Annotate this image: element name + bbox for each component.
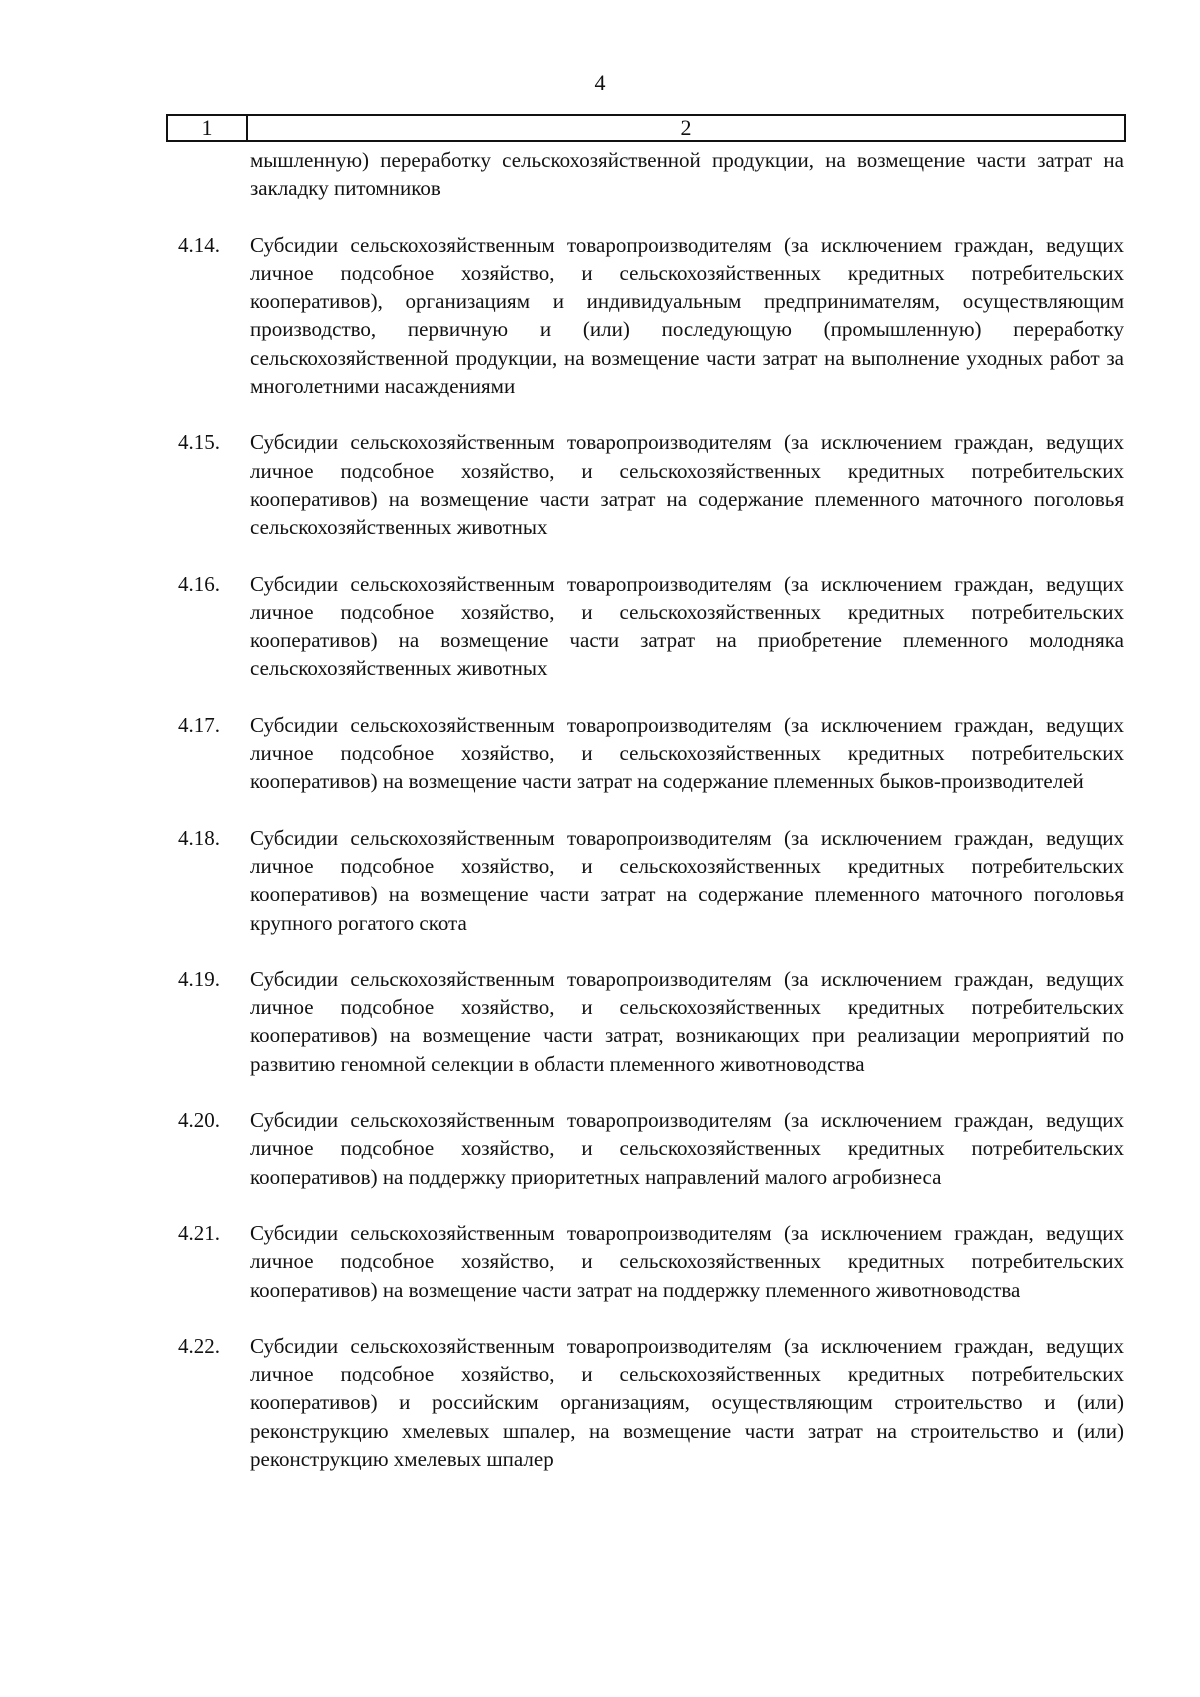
page-number: 4: [594, 70, 606, 95]
item-text: Субсидии сельскохозяйственным товаропроизводителям (за исключением граждан, ведущих личное подсобное хозяйство, и сельскохозяйственных кредитных потребительских кооперативов) на возмещение части затрат на приобретение племенного молодняка сельскохозяйственных животных: [250, 571, 1124, 681]
list-item: [0, 231, 1200, 401]
item-number: 4.20.: [178, 1108, 220, 1133]
list-item: [0, 570, 1200, 683]
item-number: 4.15.: [178, 430, 220, 455]
item-number: 4.18.: [178, 825, 220, 850]
table-header-col1: 1: [168, 116, 248, 140]
item-text: Субсидии сельскохозяйственным товаропроизводителям (за исключением граждан, ведущих личное подсобное хозяйство, и сельскохозяйственных кредитных потребительских кооперативов) на поддержку приоритетных направлений малого агробизнеса: [250, 1108, 1124, 1189]
item-text: Субсидии сельскохозяйственным товаропроизводителям (за исключением граждан, ведущих личное подсобное хозяйство, и сельскохозяйственных кредитных потребительских кооперативов) на возмещение части затрат на поддержку племенного животноводства: [250, 1220, 1124, 1302]
list-item: [0, 1219, 1200, 1304]
item-text: Субсидии сельскохозяйственным товаропроизводителям (за исключением граждан, ведущих личное подсобное хозяйство, и сельскохозяйственных кредитных потребительских кооперативов) и российским организациям, осуществляющим строительство и (или) реконструкцию хмелевых шпалер, на возмещение части затрат на строительство и (или) реконструкцию хмелевых шпалер: [250, 1333, 1124, 1471]
list-item: [0, 1106, 1200, 1191]
continuation-text: мышленную) переработку сельскохозяйственной продукции, на возмещение части затрат на закладку питомников: [250, 148, 1124, 201]
item-number: 4.22.: [178, 1333, 220, 1358]
item-text: Субсидии сельскохозяйственным товаропроизводителям (за исключением граждан, ведущих личное подсобное хозяйство, и сельскохозяйственных кредитных потребительских кооперативов) на возмещение части затрат на содержание племенного маточного поголовья крупного рогатого скота: [250, 825, 1124, 935]
item-text: Субсидии сельскохозяйственным товаропроизводителям (за исключением граждан, ведущих личное подсобное хозяйство, и сельскохозяйственных кредитных потребительских кооперативов) на возмещение части затрат, возникающих при реализации мероприятий по развитию геномной селекции в области племенного животноводства: [250, 966, 1124, 1076]
item-text: Субсидии сельскохозяйственным товаропроизводителям (за исключением граждан, ведущих личное подсобное хозяйство, и сельскохозяйственных кредитных потребительских кооперативов) на возмещение части затрат на содержание племенного маточного поголовья сельскохозяйственных животных: [250, 430, 1124, 540]
item-number: 4.16.: [178, 571, 220, 596]
list-item: [0, 1332, 1200, 1473]
item-number: 4.19.: [178, 966, 220, 991]
document-body: [0, 146, 1200, 1473]
continuation-row: [0, 146, 1200, 203]
list-item: [0, 711, 1200, 796]
item-number: 4.21.: [178, 1220, 220, 1245]
item-number: 4.17.: [178, 712, 220, 737]
table-header-col2: 2: [680, 115, 692, 140]
list-item: [0, 965, 1200, 1078]
table-header-row: [166, 114, 1126, 142]
item-text: Субсидии сельскохозяйственным товаропроизводителям (за исключением граждан, ведущих личное подсобное хозяйство, и сельскохозяйственных кредитных потребительских кооперативов), организациям и индивидуальным предпринимателям, осуществляющим производство, первичную и (или) последующую (промышленную) переработку сельскохозяйственной продукции, на возмещение части затрат на выполнение уходных работ за многолетними насаждениями: [250, 232, 1124, 399]
item-text: Субсидии сельскохозяйственным товаропроизводителям (за исключением граждан, ведущих личное подсобное хозяйство, и сельскохозяйственных кредитных потребительских кооперативов) на возмещение части затрат на содержание племенных быков-производителей: [250, 712, 1124, 794]
list-item: [0, 428, 1200, 541]
item-number: 4.14.: [178, 232, 220, 257]
list-item: [0, 824, 1200, 937]
